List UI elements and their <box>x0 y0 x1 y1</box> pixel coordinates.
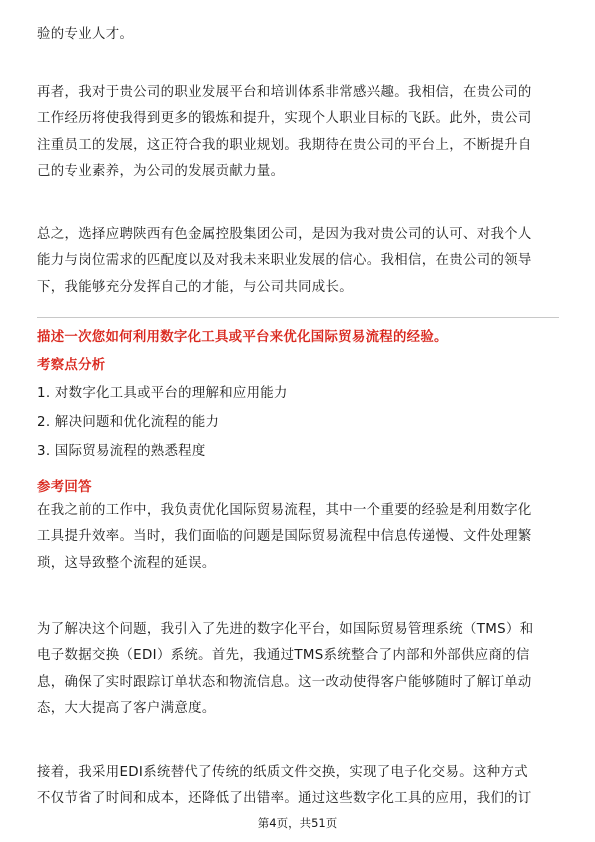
answer-paragraph-3 <box>37 760 559 813</box>
text-line: 总之，选择应聘陕西有色金属控股集团公司，是因为我对贵公司的认可、对我个人 <box>37 227 532 242</box>
text-line: 接着，我采用EDI系统替代了传统的纸质文件交换，实现了电子化交易。这种方式 <box>37 765 528 780</box>
text-line: 态，大大提高了客户满意度。 <box>37 701 216 717</box>
text-line: 电子数据交换（EDI）系统。首先，我通过TMS系统整合了内部和外部供应商的信 <box>37 648 530 664</box>
analysis-item: 2. 解决问题和优化流程的能力 <box>37 415 220 430</box>
intro-paragraph-3 <box>37 222 559 301</box>
answer-title: 参考回答 <box>37 480 92 495</box>
text-line: 不仅节省了时间和成本，还降低了出错率。通过这些数字化工具的应用，我们的订 <box>37 791 532 807</box>
text-line: 注重员工的发展，这正符合我的职业规划。我期待在贵公司的平台上，不断提升自 <box>37 137 532 153</box>
answer-paragraph-2 <box>37 617 559 723</box>
intro-paragraph-1 <box>37 22 559 48</box>
page-footer: 第4页，共51页 <box>257 816 338 830</box>
analysis-item: 1. 对数字化工具或平台的理解和应用能力 <box>37 386 288 401</box>
intro-paragraph-2 <box>37 80 559 186</box>
question-heading: 描述一次您如何利用数字化工具或平台来优化国际贸易流程的经验。 <box>37 330 448 345</box>
text-line: 能力与岗位需求的匹配度以及对我未来职业发展的信心。我相信，在贵公司的领导 <box>37 253 532 269</box>
section-divider <box>37 317 559 318</box>
text-line: 再者，我对于贵公司的职业发展平台和培训体系非常感兴趣。我相信，在贵公司的 <box>37 85 532 100</box>
text-line: 在我之前的工作中，我负责优化国际贸易流程，其中一个重要的经验是利用数字化 <box>37 503 532 518</box>
text-line: 息，确保了实时跟踪订单状态和物流信息。这一改动使得客户能够随时了解订单动 <box>37 674 532 690</box>
text-line: 己的专业素养，为公司的发展贡献力量。 <box>37 164 285 180</box>
text-line: 工具提升效率。当时，我们面临的问题是国际贸易流程中信息传递慢、文件处理繁 <box>37 529 532 545</box>
text-line: 工作经历将使我得到更多的锻炼和提升，实现个人职业目标的飞跃。此外，贵公司 <box>37 111 532 127</box>
text-line: 琐，这导致整个流程的延误。 <box>37 555 216 571</box>
text-line: 验的专业人才。 <box>37 27 134 42</box>
text-line: 下，我能够充分发挥自己的才能，与公司共同成长。 <box>37 279 354 295</box>
text-line: 为了解决这个问题，我引入了先进的数字化平台，如国际贸易管理系统（TMS）和 <box>37 622 534 637</box>
analysis-title: 考察点分析 <box>37 358 106 373</box>
answer-paragraph-1 <box>37 498 559 577</box>
analysis-item: 3. 国际贸易流程的熟悉程度 <box>37 444 206 459</box>
